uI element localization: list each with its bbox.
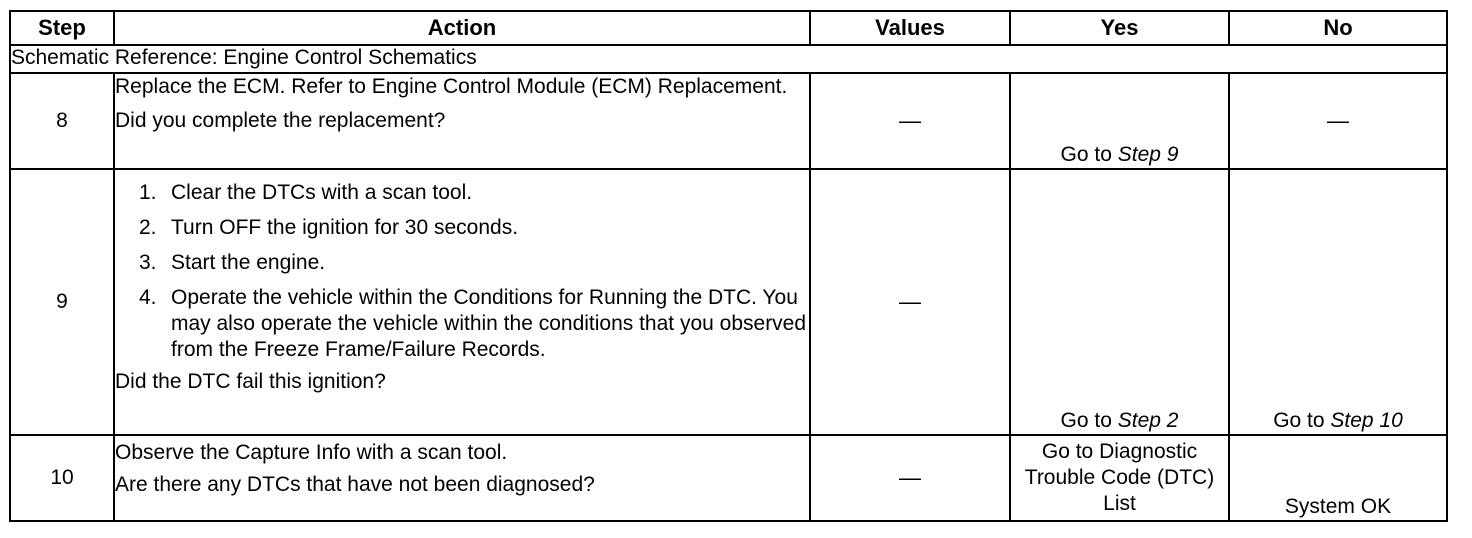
list-item	[139, 285, 809, 363]
step-number: 9	[10, 169, 114, 435]
list-item-text: Clear the DTCs with a scan tool.	[171, 181, 473, 204]
table-row	[10, 73, 1447, 169]
list-item-number: 4.	[139, 286, 157, 309]
no-step-link[interactable]: Step 10	[1330, 409, 1403, 432]
values-cell: —	[810, 435, 1010, 521]
yes-step-link[interactable]: Step 2	[1117, 409, 1179, 432]
list-item	[139, 250, 809, 276]
values-cell: —	[810, 169, 1010, 435]
action-text: Observe the Capture Info with a scan tool.	[115, 441, 508, 464]
list-item-text: Start the engine.	[171, 251, 326, 274]
no-prefix: Go to	[1273, 409, 1331, 432]
list-item-number: 3.	[139, 251, 157, 274]
action-cell	[114, 169, 810, 435]
list-item-text: Operate the vehicle within the Conditions for Running the DTC. You may also operate the vehicle within the conditions that you observed from the Freeze Frame/Failure Records.	[171, 286, 807, 361]
list-item-number: 1.	[139, 181, 157, 204]
action-question: Did the DTC fail this ignition?	[115, 370, 386, 393]
schematic-reference: Schematic Reference: Engine Control Schematics	[10, 45, 1447, 73]
table-row	[10, 169, 1447, 435]
action-question: Are there any DTCs that have not been diagnosed?	[115, 473, 595, 496]
no-cell: System OK	[1229, 435, 1447, 521]
yes-step-link[interactable]: Step 9	[1117, 143, 1179, 166]
header-no: No	[1229, 11, 1447, 45]
yes-prefix: Go to	[1060, 409, 1118, 432]
action-cell	[114, 73, 810, 169]
header-row	[10, 11, 1447, 45]
no-cell: —	[1229, 73, 1447, 169]
yes-prefix: Go to	[1060, 143, 1118, 166]
action-cell	[114, 435, 810, 521]
step-number: 8	[10, 73, 114, 169]
action-text: Replace the ECM. Refer to Engine Control Module (ECM) Replacement.	[115, 75, 788, 98]
action-list	[115, 180, 809, 363]
list-item-number: 2.	[139, 216, 157, 239]
header-values: Values	[810, 11, 1010, 45]
values-cell: —	[810, 73, 1010, 169]
yes-cell	[1010, 169, 1229, 435]
list-item	[139, 215, 809, 241]
yes-cell	[1010, 73, 1229, 169]
schematic-reference-row	[10, 45, 1447, 73]
yes-cell[interactable]: Go to Diagnostic Trouble Code (DTC) List	[1010, 435, 1229, 521]
diagnostic-table	[9, 10, 1448, 522]
header-step: Step	[10, 11, 114, 45]
step-number: 10	[10, 435, 114, 521]
table-row	[10, 435, 1447, 521]
header-action: Action	[114, 11, 810, 45]
header-yes: Yes	[1010, 11, 1229, 45]
no-cell	[1229, 169, 1447, 435]
list-item-text: Turn OFF the ignition for 30 seconds.	[171, 216, 519, 239]
list-item	[139, 180, 809, 206]
action-question: Did you complete the replacement?	[115, 109, 446, 132]
